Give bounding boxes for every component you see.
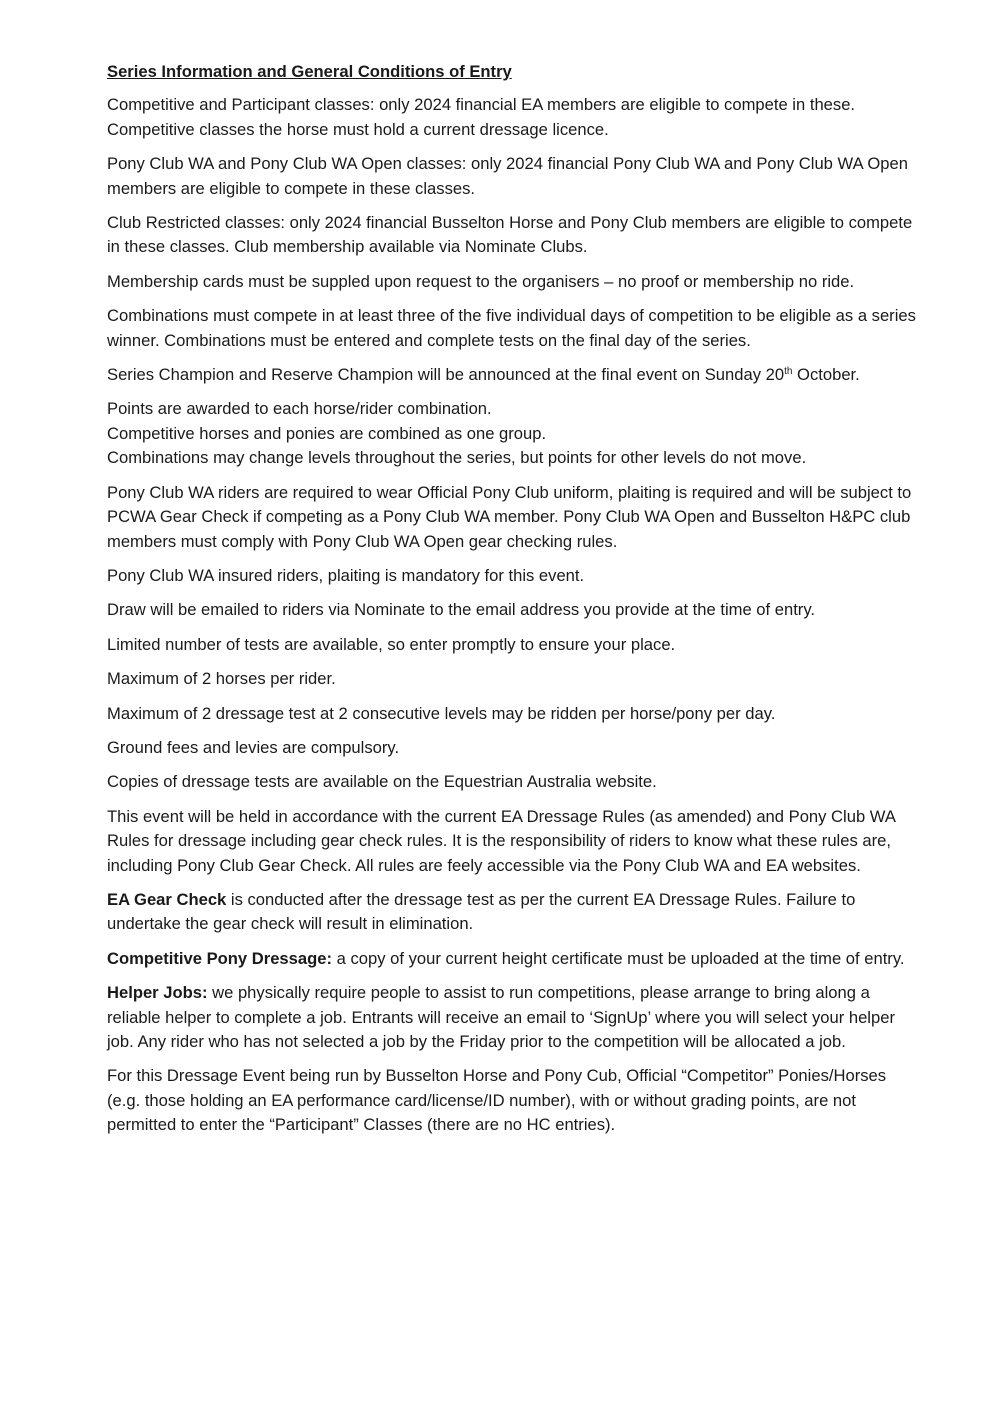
document-page [107,60,917,1148]
paragraph-club-restricted: Club Restricted classes: only 2024 financial Busselton Horse and Pony Club members are eligible to compete in these classes. Club membership available via Nominate Clubs. [107,213,913,257]
points-line: Combinations may change levels throughout the series, but points for other levels do not move. [107,448,807,468]
paragraph-combinations: Combinations must compete in at least three of the five individual days of competition to be eligible as a series winner. Combinations must be entered and complete tests on the final day of the series. [107,306,916,350]
paragraph-pony-dressage [107,947,917,971]
pony-dressage-lead: Competitive Pony Dressage: [107,948,333,968]
paragraph-pony-club-classes: Pony Club WA and Pony Club WA Open classes: only 2024 financial Pony Club WA and Pony Club WA Open members are eligible to compete in these classes. [107,154,908,198]
paragraph-limited-tests: Limited number of tests are available, so enter promptly to ensure your place. [107,634,676,654]
paragraph-max-horses: Maximum of 2 horses per rider. [107,669,336,689]
paragraph-helper-jobs [107,981,917,1054]
gear-check-text: is conducted after the dressage test as per the current EA Dressage Rules. Failure to undertake the gear check will result in elimination. [107,889,856,934]
pony-dressage-text: a copy of your current height certificate must be uploaded at the time of entry. [332,948,905,968]
paragraph-series-champion [107,363,917,387]
paragraph-uniform: Pony Club WA riders are required to wear Official Pony Club uniform, plaiting is required and will be subject to PCWA Gear Check if competing as a Pony Club WA member. Pony Club WA Open and Busselton H&PC club members must comply with Pony Club WA Open gear checking rules. [107,482,912,551]
paragraph-competitor-restriction: For this Dressage Event being run by Busselton Horse and Pony Cub, Official “Competitor” Ponies/Horses (e.g. those holding an EA performance card/license/ID number), with or without grading points, are not permitted to enter the “Participant” Classes (there are no HC entries). [107,1066,887,1135]
helper-jobs-text: we physically require people to assist to run competitions, please arrange to bring along a reliable helper to complete a job. Entrants will receive an email to ‘SignUp’ where you will select your helper job. Any rider who has not selected a job by the Friday prior to the competition will be allocated a job. [107,983,895,1051]
points-line: Competitive horses and ponies are combined as one group. [107,423,547,443]
champion-text-end: October. [792,365,860,385]
paragraph-rules: This event will be held in accordance with the current EA Dressage Rules (as amended) and Pony Club WA Rules for dressage including gear check rules. It is the responsibility of riders to know what these rules are, including Pony Club Gear Check. All rules are feely accessible via the Pony Club WA and EA websites. [107,806,895,875]
paragraph-max-tests: Maximum of 2 dressage test at 2 consecutive levels may be ridden per horse/pony per day. [107,703,776,723]
helper-jobs-lead: Helper Jobs: [107,983,208,1003]
paragraph-fees: Ground fees and levies are compulsory. [107,737,400,757]
points-line: Points are awarded to each horse/rider combination. [107,399,492,419]
paragraph-copies: Copies of dressage tests are available on the Equestrian Australia website. [107,772,657,792]
page-title: Series Information and General Conditions of Entry [107,62,512,81]
paragraph-draw: Draw will be emailed to riders via Nominate to the email address you provide at the time of entry. [107,600,816,620]
paragraph-gear-check [107,888,917,937]
paragraph-plaiting: Pony Club WA insured riders, plaiting is mandatory for this event. [107,565,585,585]
paragraph-membership-cards: Membership cards must be suppled upon request to the organisers – no proof or membership no ride. [107,271,855,291]
champion-superscript: th [784,366,793,378]
champion-text: Series Champion and Reserve Champion will be announced at the final event on Sunday 20 [107,365,785,385]
paragraph-points [107,397,917,470]
paragraph-competitive-classes: Competitive and Participant classes: only 2024 financial EA members are eligible to compete in these. Competitive classes the horse must hold a current dressage licence. [107,95,856,139]
gear-check-lead: EA Gear Check [107,889,227,909]
